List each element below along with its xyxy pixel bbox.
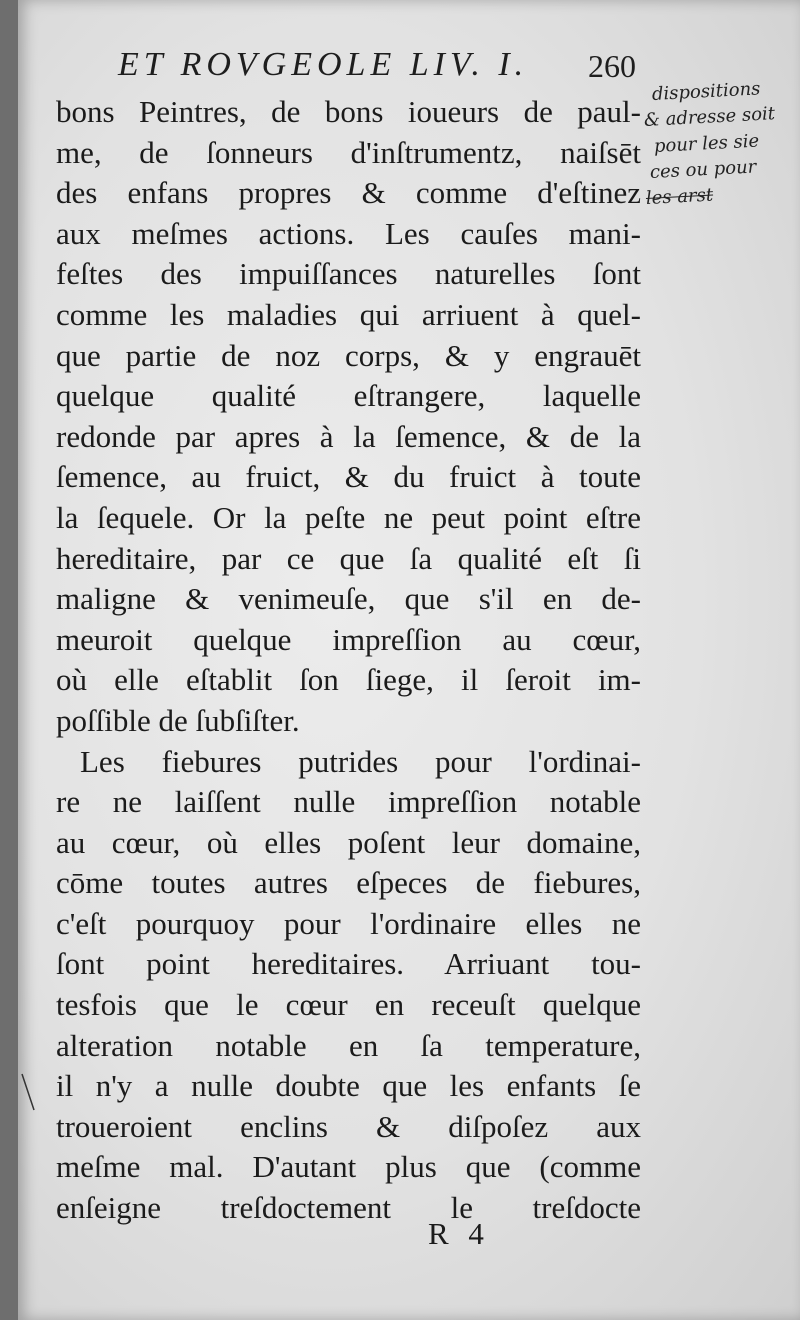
text-line: ſont point hereditaires. Arriuant tou- bbox=[56, 946, 641, 982]
text-line: cōme toutes autres eſpeces de fiebures, bbox=[56, 865, 641, 901]
text-line: où elle eſtablit ſon ſiege, il ſeroit im- bbox=[56, 662, 641, 698]
text-line: quelque qualité eſtrangere, laquelle bbox=[56, 378, 641, 414]
margin-note-line: & adresse soit bbox=[643, 103, 776, 131]
stray-pen-mark bbox=[18, 1070, 42, 1130]
text-line: maligne & venimeuſe, que s'il en de- bbox=[56, 581, 641, 617]
text-line: meſme mal. D'autant plus que (comme bbox=[56, 1149, 641, 1185]
text-line: me, de ſonneurs d'inſtrumentz, naiſsēt bbox=[56, 134, 641, 170]
book-page bbox=[18, 0, 800, 1320]
body-text bbox=[56, 92, 641, 1229]
text-line: meuroit quelque impreſſion au cœur, bbox=[56, 621, 641, 657]
text-line: troueroient enclins & diſpoſez aux bbox=[56, 1108, 641, 1144]
running-head-title: ET ROVGEOLE LIV. I. bbox=[118, 46, 529, 83]
text-line: au cœur, où elles poſent leur domaine, bbox=[56, 824, 641, 860]
text-line: poſſible de ſubſiſter. bbox=[56, 702, 300, 738]
text-line: comme les maladies qui arriuent à quel- bbox=[56, 296, 641, 332]
page-number: 260 bbox=[588, 48, 636, 84]
margin-note-line: dispositions bbox=[651, 78, 761, 105]
text-line: re ne laiſſent nulle impreſſion notable bbox=[56, 784, 641, 820]
text-line: tesfois que le cœur en receuſt quelque bbox=[56, 987, 641, 1023]
paragraph-first-line: Les fiebures putrides pour l'ordinai- bbox=[80, 743, 641, 779]
signature-mark: R 4 bbox=[428, 1216, 490, 1251]
handwritten-margin-note bbox=[640, 78, 800, 212]
text-line: bons Peintres, de bons ioueurs de paul- bbox=[56, 94, 641, 129]
text-line: aux meſmes actions. Les cauſes mani- bbox=[56, 215, 641, 251]
text-line: redonde par apres à la ſemence, & de la bbox=[56, 418, 641, 454]
text-line: que partie de noz corps, & y engrauēt bbox=[56, 337, 641, 373]
text-line: enſeigne treſdoctement le treſdocte bbox=[56, 1190, 641, 1226]
text-line: ſemence, au fruict, & du fruict à toute bbox=[56, 459, 641, 495]
text-line: des enfans propres & comme d'eſtinez bbox=[56, 175, 641, 211]
text-line: alteration notable en ſa temperature, bbox=[56, 1027, 641, 1063]
text-line: la ſequele. Or la peſte ne peut point eſtre bbox=[56, 499, 641, 535]
running-head bbox=[118, 46, 638, 96]
text-line: feſtes des impuiſſances naturelles ſont bbox=[56, 256, 641, 292]
text-line: il n'y a nulle doubte que les enfants ſe bbox=[56, 1068, 641, 1104]
margin-note-line: les arst bbox=[645, 184, 714, 209]
margin-note-line: pour les sie bbox=[653, 130, 760, 157]
margin-note-line: ces ou pour bbox=[649, 156, 757, 183]
text-line: hereditaire, par ce que ſa qualité eſt ſi bbox=[56, 540, 641, 576]
text-line: c'eſt pourquoy pour l'ordinaire elles ne bbox=[56, 905, 641, 941]
